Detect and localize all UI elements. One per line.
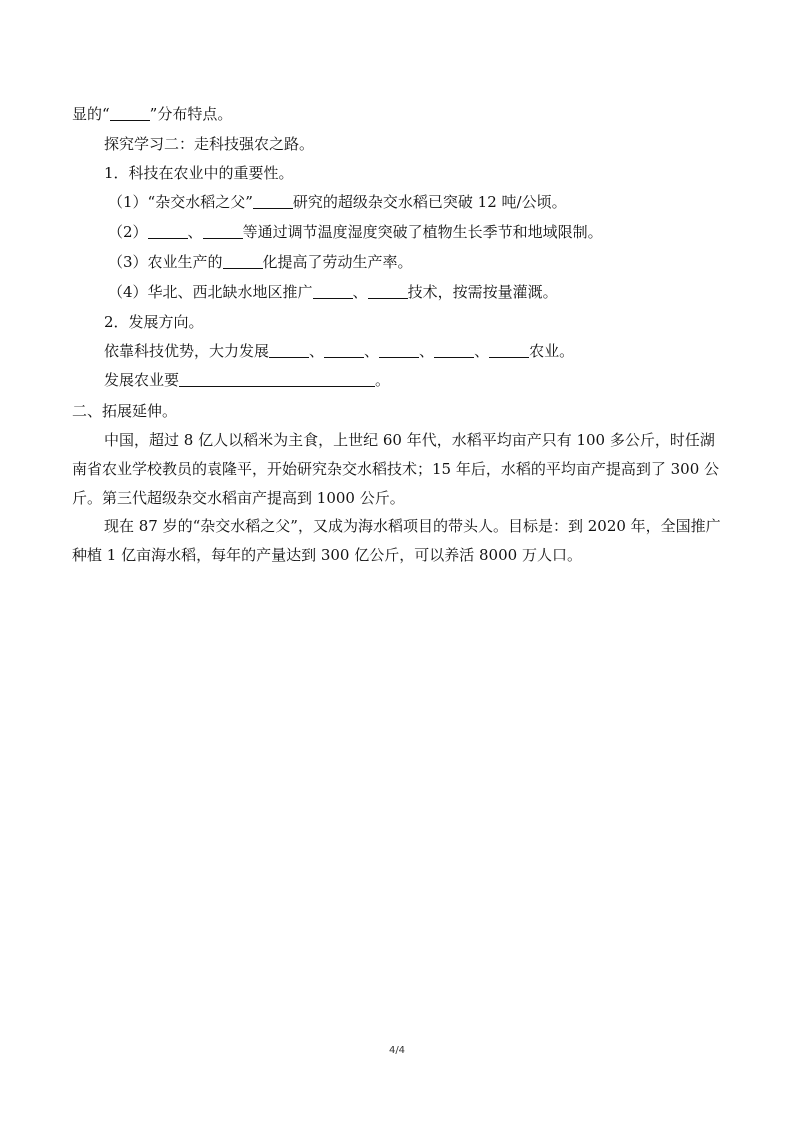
direction-separator: 、 [309,342,325,360]
direction-separator: 、 [474,342,490,360]
blank-direction-3[interactable] [379,343,419,358]
q2-suffix: 等通过调节温度湿度突破了植物生长季节和地域限制。 [242,223,603,241]
direction-separator: 、 [419,342,435,360]
item1-title: 1．科技在农业中的重要性。 [104,164,294,182]
page-number: 4/4 [388,1045,406,1056]
direction-prefix: 依靠科技优势，大力发展 [104,342,270,360]
blank-direction-2[interactable] [324,343,364,358]
q1-prefix: （1）“杂交水稻之父” [108,193,253,211]
develop-line [104,370,764,390]
develop-prefix: 发展农业要 [104,371,180,389]
q1-suffix: 研究的超级杂交水稻已突破 12 吨/公顷。 [292,193,567,211]
item2-title: 2．发展方向。 [104,313,204,331]
paragraph-1: 中国，超过 8 亿人以稻米为主食，上世纪 60 年代，水稻平均亩产只有 100 多公斤，时任湖南省农业学校教员的袁隆平，开始研究杂交水稻技术；15 年后，水稻的平均亩产提高到了 300 公斤。第三代超级杂交水稻亩产提高到 1000 公斤。 [72,431,720,507]
blank-direction-4[interactable] [434,343,474,358]
line1-suffix: ”分布特点。 [149,105,233,123]
blank-direction-1[interactable] [269,343,309,358]
question-1 [108,192,768,212]
q4-prefix: （4）华北、西北缺水地区推广 [108,283,313,301]
distribution-line [72,104,732,124]
q4-separator: 、 [352,283,368,301]
blank-distribution[interactable] [110,106,150,121]
section2-title: 二、拓展延伸。 [72,402,178,420]
q4-suffix: 技术，按需按量灌溉。 [407,283,558,301]
blank-q2-a[interactable] [148,224,188,239]
q3-suffix: 化提高了劳动生产率。 [262,253,413,271]
question-2 [108,222,768,242]
question-4 [108,282,768,302]
explore2-title: 探究学习二：走科技强农之路。 [104,135,315,153]
direction-suffix: 农业。 [529,342,575,360]
paragraph-2: 现在 87 岁的“杂交水稻之父”，又成为海水稻项目的带头人。目标是：到 2020 年，全国推广种植 1 亿亩海水稻，每年的产量达到 300 亿公斤，可以养活 8000 万人口。 [72,517,721,564]
blank-q1[interactable] [253,194,293,209]
blank-q3[interactable] [223,254,263,269]
blank-q2-b[interactable] [203,224,243,239]
blank-q4-a[interactable] [313,284,353,299]
q2-separator: 、 [187,223,203,241]
blank-q4-b[interactable] [368,284,408,299]
develop-suffix: 。 [375,371,391,389]
blank-direction-5[interactable] [489,343,529,358]
question-3 [108,252,768,272]
q3-prefix: （3）农业生产的 [108,253,223,271]
blank-develop[interactable] [179,372,375,387]
q2-prefix: （2） [108,223,148,241]
direction-separator: 、 [364,342,380,360]
line1-prefix: 显的“ [72,105,110,123]
direction-line [104,341,764,361]
